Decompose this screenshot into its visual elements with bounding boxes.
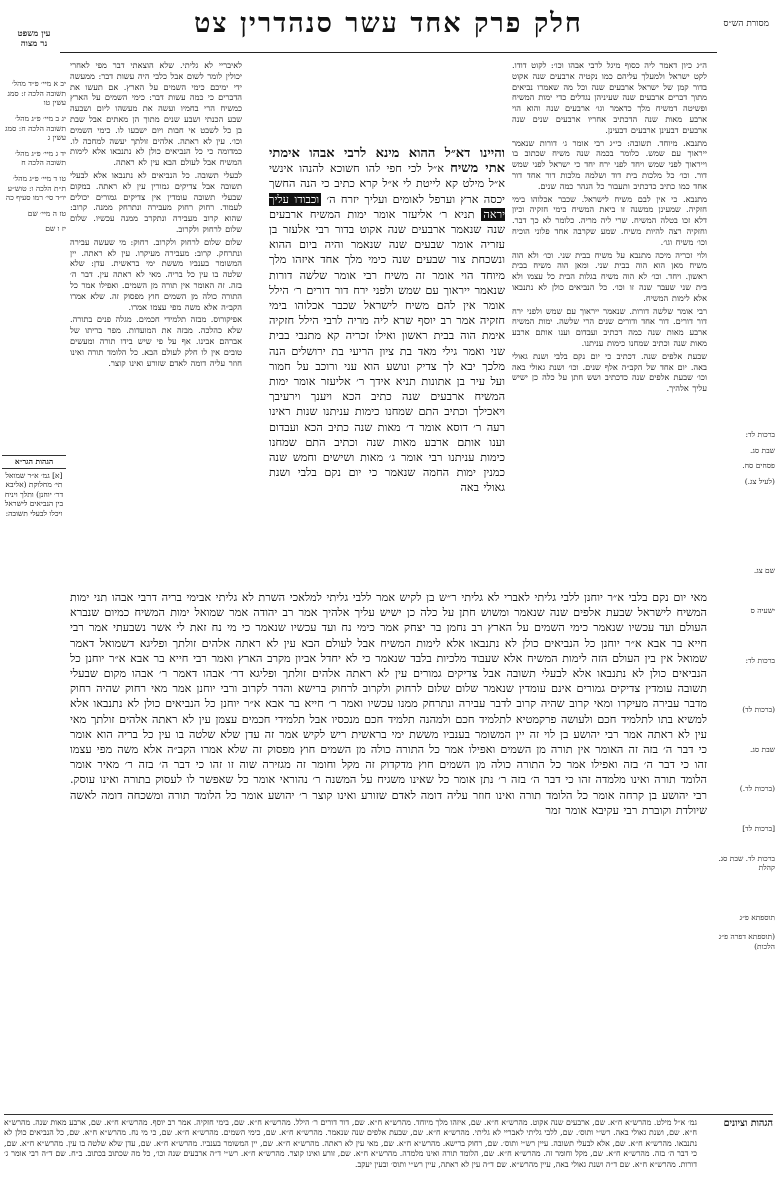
tosafot-paragraph: שלום שלום לרחוק ולקרוב. רחוק: מי שעשה עבירה ונתרחק. קרוב: מעבירה מעיקרו. עין לא ראתה. יין המשומר בענביו מששת ימי בראשית. עדן: שלא שלטה בו עין כל בריה. מאי לא ראתה עין. דבר ה׳ בזה. זה האומר אין תורה מן השמים. ואפילו אמר כל התורה כולה מן השמים חוץ מפסוק זה. שלא אמרו הקב״ה אלא משה מפי עצמו אמרו. <box>70 236 242 312</box>
ein-mishpat-note: יז ו שם <box>45 224 66 234</box>
margin-reference: (ברכות לד) <box>742 705 775 715</box>
gemara-paragraph: ר׳ מאיר אומר הלומד תורה ואינו מלמדה זהו כי דבר ה׳ בזה ר׳ נתן אומר כל שאינו משגיח על המשנה ר׳ נהוראי אומר כל שאפשר לו לעסוק בתורה ואינו עוסק. רבי יהושע בן קרחה אומר כל הלומד תורה ואינו חוזר עליה דומה לאדם שזורע ואינו קוצר ר׳ יהושע אומר כל הלומד תורה ומשכחה דומה לאשה שיולדת וקוברת רבי עקיבא אומר זמר <box>70 758 707 817</box>
page-title: חלק פרק אחד עשר סנהדרין צט <box>194 8 583 39</box>
hagahot-hagra-title: הגהות הגר״א <box>2 455 66 469</box>
margin-reference: פסחים סח. <box>742 461 775 471</box>
rashi-paragraph: רבי אומר שלשה דורות. שנאמר ייראוך עם שמש ולפני ירח דור דורים. דור אחד ודורים שנים הרי שלשה. ימות המשיח ארבע מאות שנה כמה דכתיב ועבדום וענו אותם ארבע מאות שנה וכתיב שמחנו כימות עניתנו. <box>512 305 707 348</box>
rashi-paragraph: ולוי זכריה מיכה מתנבא על משיח בבית שני. וכו׳ ולא הוה משיח מאן הוא הוה בבית שני. ומאן הוה משיח בבית ראשון. ויחד. וכו׳ לא הוה משיח בגלות הבית כל עצמו ולא בית שני שעבר שנה זו וכו׳. כל הנביאים כולן לא נתנבאו אלא לימות המשיח. <box>512 249 707 303</box>
ein-mishpat-note: טז ה מיי׳ שם <box>27 208 66 218</box>
rashi-paragraph: מתנבא. כי אין לבם משיח לישראל. שכבר אכלוהו בימי חזקיה. שמעינן ממשנה זו ביאת המשיח בימי חזקיה וכיון דלא זכו בטלה המשיח. שרי ליה מריה. כלומר לא כך דבר. וחזקיה רצה להיות משיח. שמע שקרבה אחד פלוני הוכיח וכו׳ משיח וגו׳. <box>512 193 707 247</box>
ein-mishpat-note: יב א מיי׳ פ״ד מהל׳ תשובה הלכה ז: סמג עשין טו <box>7 79 66 108</box>
hagahot-hagra <box>2 455 66 519</box>
margin-reference: שבת סג. <box>749 744 775 754</box>
margin-reference: שבת סג. <box>749 445 775 455</box>
rashi-paragraph: מתנבא. מיוחד. תשובה: כי״ג רבי אומר ג׳ דורות שנאמר ייראוך עם שמש. כלומר בכמה שנה משיח שכתוב בו וייראוך לפני שמש ויחד לפני ירח יחד כי ישראל לפני שמש דור. וכו׳ כל מלכות בית דוד ושלמה מלכות דור אחד דור אחד כמו כתיב כדכתיב ותעבור כל הנהר כמה שנים. <box>512 137 707 191</box>
tosafot-paragraph: אפיקורוס. מבזה תלמידי חכמים. מגלה פנים בתורה. שלא כהלכה. מבזה את המועדות. מפר בריתו של אברהם אבינו. אף על פי שיש בידו תורה ומעשים טובים אין לו חלק לעולם הבא. כל הלומד תורה ואינו חוזר עליה דומה לאדם שזורע ואינו קוצר. <box>70 314 242 368</box>
hagahot-vetziyunim-label: הגהות וציונים <box>723 1118 773 1129</box>
margin-reference: ברכות לד: <box>745 430 775 439</box>
gemara-paragraph: ואמר רבי חייא בר אבא א״ר יוחנן כל הנביאים כולן לא נתנבאו אלא לבעלי תשובה אבל צדיקים גמורים עין לא ראתה אלהים זולתך ופליגא דר׳ אבהו דאמר ר׳ אבהו מקום שבעלי תשובה עומדין צדיקים גמורים אינם עומדין שנאמר שלום שלום לרחוק ולקרוב לרחוק ברישא והדר לקרוב ורבי יוחנן אמר מאי רחוק שהיה רחוק מדבר עבירה מעיקרו ומאי קרוב שהיה קרוב לדבר עבירה ונתרחק ממנו עכשיו <box>70 651 707 711</box>
margin-reference: (תוספתא דפרה פ״ג הלכות) <box>718 932 775 951</box>
ein-mishpat-note: טו ד מיי׳ פ״ג מהל׳ ת״ת הלכה ו: טוש״ע יו״ד סי׳ רמו סעיף כה <box>5 173 66 203</box>
masoret-hashas-margin <box>711 430 775 958</box>
highlighted-phrase[interactable]: וכבודו עליך יראה <box>269 192 505 221</box>
hagahot-vetziyunim-text: גמ׳ א״ל מילט. מהרש״א ח״א. שם, ארבעים שנה אקוט. מהרש״א ח״א. שם, איזהו מלך מיוחד. מהרש״א ח״א. שם, דור דורים ר׳ הילל. מהרש״א ח״א. שם, בימי חזקיה. אמר רב יוסף. מהרש״א ח״א. שם, ארבע מאות שנה. מהרש״א ח״א. שם, ושנת גאולי באה. רש״י ותוס׳. שם, ללבי גליתי לאבריי לא גליתי. מהרש״א ח״א. שם, שבעת אלפים שנה שנאמר. מהרש״א ח״א. שם, כימי השמים. מהרש״א ח״א. שם, כי מי נח. מהרש״א ח״א. שם, כל הנביאים כולן לא נתנבאו. מהרש״א ח״א. שם, אלא לבעלי תשובה. עיין רש״י ותוס׳. שם, רחוק ברישא. מהרש״א ח״א. שם, מאי עין לא ראתה. מהרש״א ח״א. שם, יין המשומר בענביו. מהרש״א ח״א. שם, עדן שלא שלטה בו עין. מהרש״א ח״א. שם, כי דבר ה׳ בזה. מהרש״א ח״א. שם, מקל וחומר זה. מהרש״א ח״א. שם, הלומד תורה ואינו מלמדה. מהרש״א ח״א. שם, זורע ואינו קוצר. מהרש״א ח״א. רש״י ד״ה ארבעים שנה וכו׳, כל מה שכתוב בכתוב. ב״ח. שם ד״ה רבי אומר ג׳ דורות. מהרש״א ח״א. שם ד״ה ושנת גאולי באה, עיין מהרש״א. שם ד״ה עין לא ראתה, עיין רש״י ותוס׳ ובעין יעקב. <box>4 1118 697 1169</box>
ein-mishpat-header: עין משפט נר מצוה <box>17 29 51 49</box>
gemara-opening-words: והיינו דא״ל ההוא מינא לרבי אבהו אימתי אתי משיח <box>269 146 505 177</box>
masoret-hashas-label: מסורת הש״ס <box>723 19 769 29</box>
gemara-continuation <box>70 590 707 1110</box>
gemara-paragraph: אמר רבי חייא בר אבא א״ר יוחנן כל הנביאים כולן לא נתנבאו אלא לימות המשיח אבל לעולם הבא עין לא ראתה אלהים זולתך ופליגא דשמואל דאמר שמואל אין בין העולם הזה לימות המשיח אלא שעבוד מלכיות בלבד שנאמר כי לא יחדל אביון מקרב הארץ <box>70 621 707 665</box>
ein-mishpat-margin <box>2 30 66 240</box>
gemara-paragraph: הוא אומר כי דבר ה׳ בזה זה האומר אין תורה מן השמים ואפילו אמר כל התורה כולה מן השמים חוץ מפסוק זה שלא אמרו הקב״ה אלא משה מפי עצמו זהו כי דבר ה׳ בזה ואפילו אמר כל התורה כולה מן השמים חוץ מדקדוק זה מקל וחומר זה מגזירה שוה זו זהו כי דבר ה׳ בזה <box>70 727 707 772</box>
header-rule <box>60 52 717 53</box>
margin-reference: (ברכות לד.) <box>739 784 775 794</box>
tosafot-commentary <box>70 60 242 588</box>
ein-mishpat-note: יד ג מיי׳ פ״ג מהל׳ תשובה הלכה ח <box>15 148 66 168</box>
gemara-main-text <box>269 146 505 576</box>
ein-mishpat-note: יג ב מיי׳ פ״ג מהל׳ תשובה הלכה ח: סמג עשין ג <box>5 113 66 143</box>
page-header <box>60 4 769 56</box>
gemara-text-segment: א״ל לכי חפי להו חשוכא להנהו אינשי א״ל מילט קא לייטת לי א״ל קרא כתיב כי הנה החשך יכסה ארץ וערפל לאומים ועליך יזרח ה׳ <box>269 162 505 206</box>
gemara-text-segment: תניא ר׳ אליעזר אומר ימות המשיח ארבעים שנה שנאמר ארבעים שנה אקוט בדור רבי אלעזר בן עזריה אומר שבעים שנה שנאמר והיה ביום ההוא ונשכחת צור שבעים שנה כימי מלך אחד איזהו מלך מיוחד הוי אומר זה משיח רבי אומר שלשה דורות שנאמר ייראוך עם שמש ולפני ירח דור דורים ר׳ הילל אומר אין להם משיח לישראל שכבר אכלוהו בימי חזקיה אמר רב יוסף שרא ליה מריה לרבי הילל חזקיה אימת הוה בבית ראשון ואילו זכריה קא מתנבי בבית שני ואמר גילי מאד בת ציון הריעי בת ירושלים הנה מלכך יבא לך צדיק ונושע הוא עני ורוכב על חמור ועל עיר בן אתונות תניא אידך ר׳ אליעזר אומר ימות המשיח ארבעים שנה כתיב הכא ויענך וירעיבך ויאכילך וכתיב התם שמחנו כימות עניתנו שנות ראינו רעה ר׳ דוסא אומר ד׳ מאות שנה כתיב הכא ועבדום וענו אותם ארבע מאות שנה וכתיב התם שמחנו כימות עניתנו רבי אומר ג׳ מאות ושישים וחמש שנה כמנין ימות החמה שנאמר כי יום נקם בלבי ושנת גאולי באה <box>269 207 505 495</box>
rashi-commentary <box>512 60 707 588</box>
footer-rule <box>4 1114 773 1115</box>
margin-reference: תוספתא פ״ג <box>739 912 775 922</box>
margin-reference: שם צג. <box>753 566 775 576</box>
gemara-paragraph: ואמר ר׳ חייא בר אבא א״ר יוחנן כל הנביאים כולן לא נתנבאו אלא למשיא בתו לתלמיד חכם ולעושה פרקמטיא לתלמיד חכם ולמהנה תלמיד חכם מנכסיו אבל תלמידי חכמים עצמן עין לא ראתה אלהים זולתך מאי עין לא ראתה אמר רבי יהושע בן לוי זה יין המשומר בענביו מששת ימי בראשית ריש לקיש אמר זה עדן שלא שלטה בו עין כל בריה <box>70 697 707 741</box>
margin-reference: (לעיל צג.) <box>744 476 775 486</box>
tosafot-paragraph: לאיבריי לא גליתי. שלא הוצאתי דבר מפי לאחרי יכולין לומר לשום אבל כלבי היה עשות דבר: ממעשה ידי ימיכם כימי השמים על הארץ. אם תעשו את הדברים כי כמה עשות דבר: כימי השמים על הארץ כמשיח הרי בחמיו ועשה את מעשהו ליום ושבעה שבע הכנתי ושבע שנים מתוך הן מאתים אבל שבת בן כל לשבט אי חבות ויום ישבעו לו. כימי השמים וכו׳. עין לא ראתה. אלהים זולתך יעשה למחכה לו. כמדומה כי כל הנביאים כולן לא נתנבאו אלא לימות המשיח אבל לעולם הבא עין לא ראתה. <box>70 60 242 168</box>
margin-reference: ברכות לד: <box>745 655 775 665</box>
rashi-paragraph: ה״ג כיון דאמר ליה כסוף מיגל לרבי אבהו וכו׳: לקוט דודו. לקט ישראל ולמעלך עליהם כמו נקטיה ארבעים שנה אקוט בדור קמן של ישראל ארבעים שנה וכל מה שאמרו נביאים מתוך דברים ארבעים שנה שעיניהן נגדלים כדי ימות המשיח ופשיטה דמשיח מלך כדאמר וגו׳ ארבעים שנה והוא הוי ארבע מאות שנה הדכתיב אחריו ארבעים שנים שנה ארבעים דבעינן ארבעים דבעינן. <box>512 60 707 135</box>
margin-reference: ברכות לד. שבת סג. קהלת <box>718 853 775 873</box>
gemara-paragraph: מאי יום נקם בלבי א״ר יוחנן ללבי גליתי לאברי לא גליתי ר״ש בן לקיש אמר ללבי גליתי למלאכי השרת לא גליתי אבימי בריה דרבי אבהו תני ימות המשיח לישראל שבעת אלפים שנה שנאמר ומשוש חתן על כלה כן ישיש עליך אלהיך אמר רב יהודה אמר שמואל ימות המשיח כמיום שנברא העולם ועד עכשיו שנאמר כימי השמים על הארץ רב נחמן בר יצחק אמר כימי נח ועד עכשיו שנאמר כי מי נח זאת לי אשר נשבעתי <box>70 591 707 635</box>
margin-reference: [ברכות לד] <box>742 823 775 833</box>
rashi-paragraph: שבעת אלפים שנה. דכתיב כי יום נקם בלבי ושנת גאולי באה. יום אחד של הקב״ה אלף שנים. וכו׳ ושנת גאולי באה וכו׳ שבעת אלפים שנה כדכתיב ושש חתן על כלה כן ישיש עליך אלהיך. <box>512 350 707 394</box>
hagahot-hagra-text: [א] גמ׳ א״ר שמואל תי׳ מחלוקת (אליבא דר׳ יוחנן) ותלך ויניח בין הנביאים לישראל ויכלו לבעלי תשובה: <box>4 470 64 518</box>
tosafot-paragraph: לבעלי תשובה. כל הנביאים לא נתנבאו אלא לבעלי תשובה אבל צדיקים גמורין עין לא ראתה. במקום שבעלי תשובה עומדין אין צדיקים גמורים יכולים לעמוד. רחוק רחוק מעבירה ונתרחק ממנה. קרוב: שהוא קרוב מעבירה ונתקרב ממנה עכשיו. שלום שלום לרחוק ולקרוב. <box>70 169 242 234</box>
margin-reference: ישעיה ס <box>750 605 775 615</box>
